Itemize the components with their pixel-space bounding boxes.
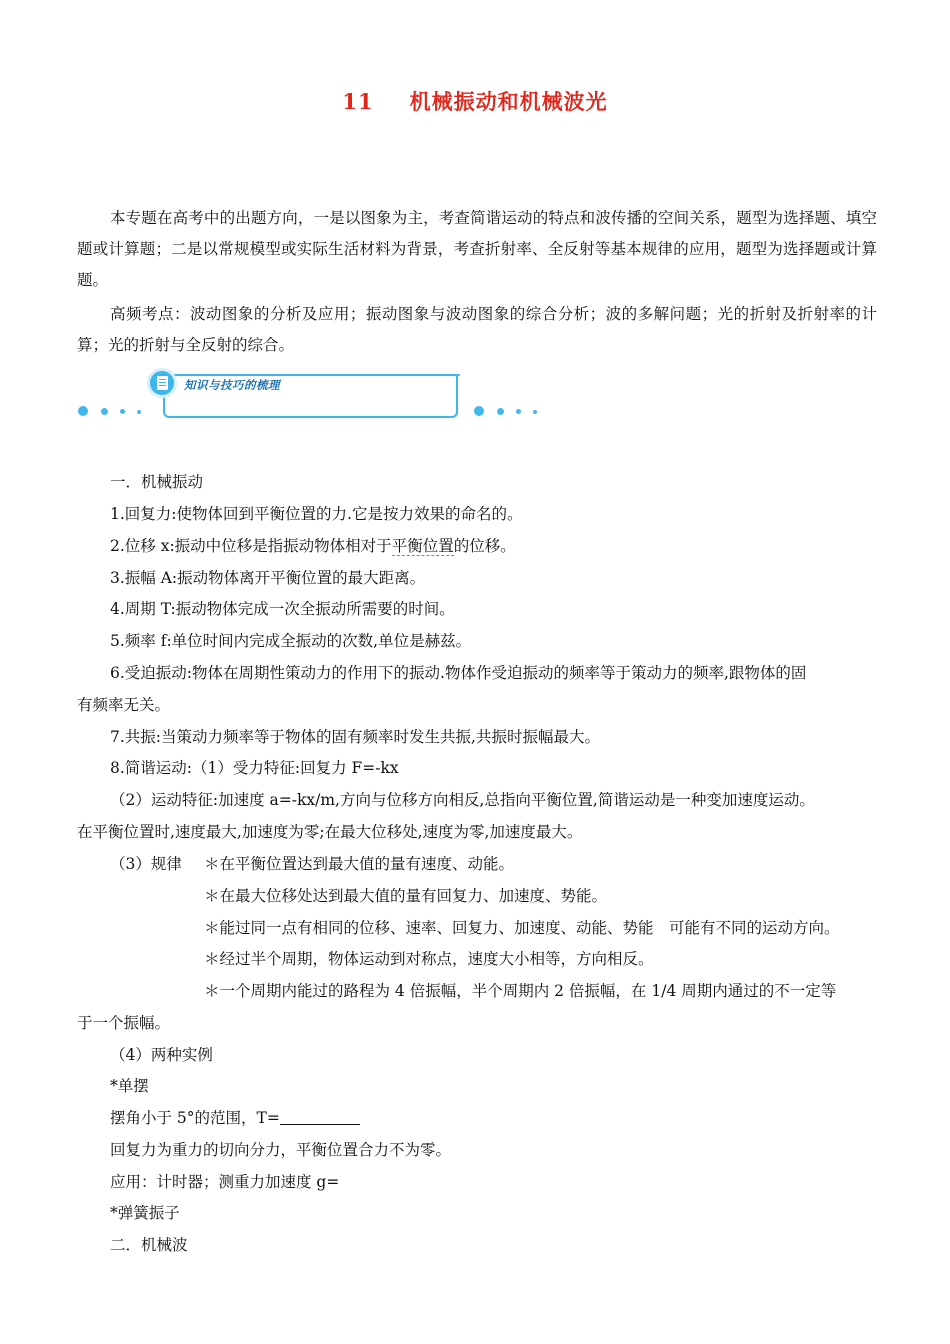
- example-pendulum: *单摆: [110, 1077, 149, 1095]
- pendulum-application: 应用：计时器；测重力加速度 g=: [110, 1173, 340, 1191]
- rule-path-length-cont: 于一个振幅。: [77, 1014, 171, 1032]
- item-shm-motion: （2）运动特征:加速度 a=-kx/m,方向与位移方向相反,总指向平衡位置,简谐运动是一种变加速度运动。: [110, 791, 815, 809]
- page-title: [0, 86, 950, 116]
- banner-dot: [101, 408, 108, 415]
- item-displacement-term: 平衡位置: [391, 537, 454, 555]
- item-period: 4.周期 T:振动物体完成一次全振动所需要的时间。: [110, 600, 455, 618]
- banner-dot: [516, 409, 521, 414]
- answer-blank: [280, 1109, 360, 1125]
- pendulum-restoring-force: 回复力为重力的切向分力，平衡位置合力不为零。: [110, 1141, 452, 1159]
- item-forced-vibration: 6.受迫振动:物体在周期性策动力的作用下的振动.物体作受迫振动的频率等于策动力的频率,跟物体的固: [110, 664, 807, 682]
- section-heading-vibration: 一．机械振动: [110, 473, 204, 491]
- item-amplitude: 3.振幅 A:振动物体离开平衡位置的最大距离。: [110, 569, 426, 587]
- pendulum-period: [110, 1108, 360, 1128]
- example-spring-oscillator: *弹簧振子: [110, 1204, 180, 1222]
- item-frequency: 5.频率 f:单位时间内完成全振动的次数,单位是赫兹。: [110, 632, 472, 650]
- pendulum-period-text: 摆角小于 5°的范围，T=: [110, 1109, 280, 1127]
- section-banner: [78, 368, 548, 424]
- item-resonance: 7.共振:当策动力频率等于物体的固有频率时发生共振,共振时振幅最大。: [110, 728, 600, 746]
- rule-equilibrium: ＊在平衡位置达到最大值的量有速度、动能。: [204, 855, 515, 873]
- item-displacement-pre: 2.位移 x:振动中位移是指振动物体相对于: [110, 537, 392, 555]
- item-displacement: [110, 536, 516, 556]
- banner-label: 知识与技巧的梳理: [184, 378, 280, 392]
- rule-max-displacement: ＊在最大位移处达到最大值的量有回复力、加速度、势能。: [204, 887, 608, 905]
- item-two-examples: （4）两种实例: [110, 1046, 213, 1064]
- banner-dot: [78, 406, 88, 416]
- section-heading-waves: 二．机械波: [110, 1236, 188, 1254]
- banner-dot: [137, 410, 141, 414]
- banner-dot: [533, 410, 537, 414]
- item-displacement-post: 的位移。: [453, 537, 516, 555]
- item-restoring-force: 1.回复力:使物体回到平衡位置的力.它是按力效果的命名的。: [110, 505, 523, 523]
- document-icon: [147, 368, 177, 398]
- item-shm-motion-cont: 在平衡位置时,速度最大,加速度为零;在最大位移处,速度为零,加速度最大。: [77, 823, 583, 841]
- intro-paragraph-2: 高频考点：波动图象的分析及应用；振动图象与波动图象的综合分析；波的多解问题；光的折射及折射率的计算；光的折射与全反射的综合。: [77, 305, 877, 354]
- item-shm-rules-label: （3）规律: [110, 855, 182, 873]
- item-shm-force: 8.简谐运动:（1）受力特征:回复力 F=-kx: [110, 759, 399, 777]
- banner-dot: [474, 406, 484, 416]
- rule-half-period: ＊经过半个周期，物体运动到对称点，速度大小相等，方向相反。: [204, 950, 654, 968]
- rule-path-length: ＊一个周期内能过的路程为 4 倍振幅，半个周期内 2 倍振幅，在 1/4 周期内通过的不一定等: [204, 982, 837, 1000]
- banner-dot: [497, 408, 504, 415]
- item-forced-vibration-cont: 有频率无关。: [77, 696, 171, 714]
- chapter-number: 11: [342, 89, 374, 114]
- banner-dot: [120, 409, 125, 414]
- rule-same-point: ＊能过同一点有相同的位移、速率、回复力、加速度、动能、势能 可能有不同的运动方向。: [204, 919, 840, 937]
- intro-paragraph-1: 本专题在高考中的出题方向，一是以图象为主，考查简谐运动的特点和波传播的空间关系，题型为选择题、填空题或计算题；二是以常规模型或实际生活材料为背景，考查折射率、全反射等基本规律的应用，题型为选择题或计算题。: [77, 209, 877, 289]
- chapter-title: 机械振动和机械波光: [409, 89, 608, 114]
